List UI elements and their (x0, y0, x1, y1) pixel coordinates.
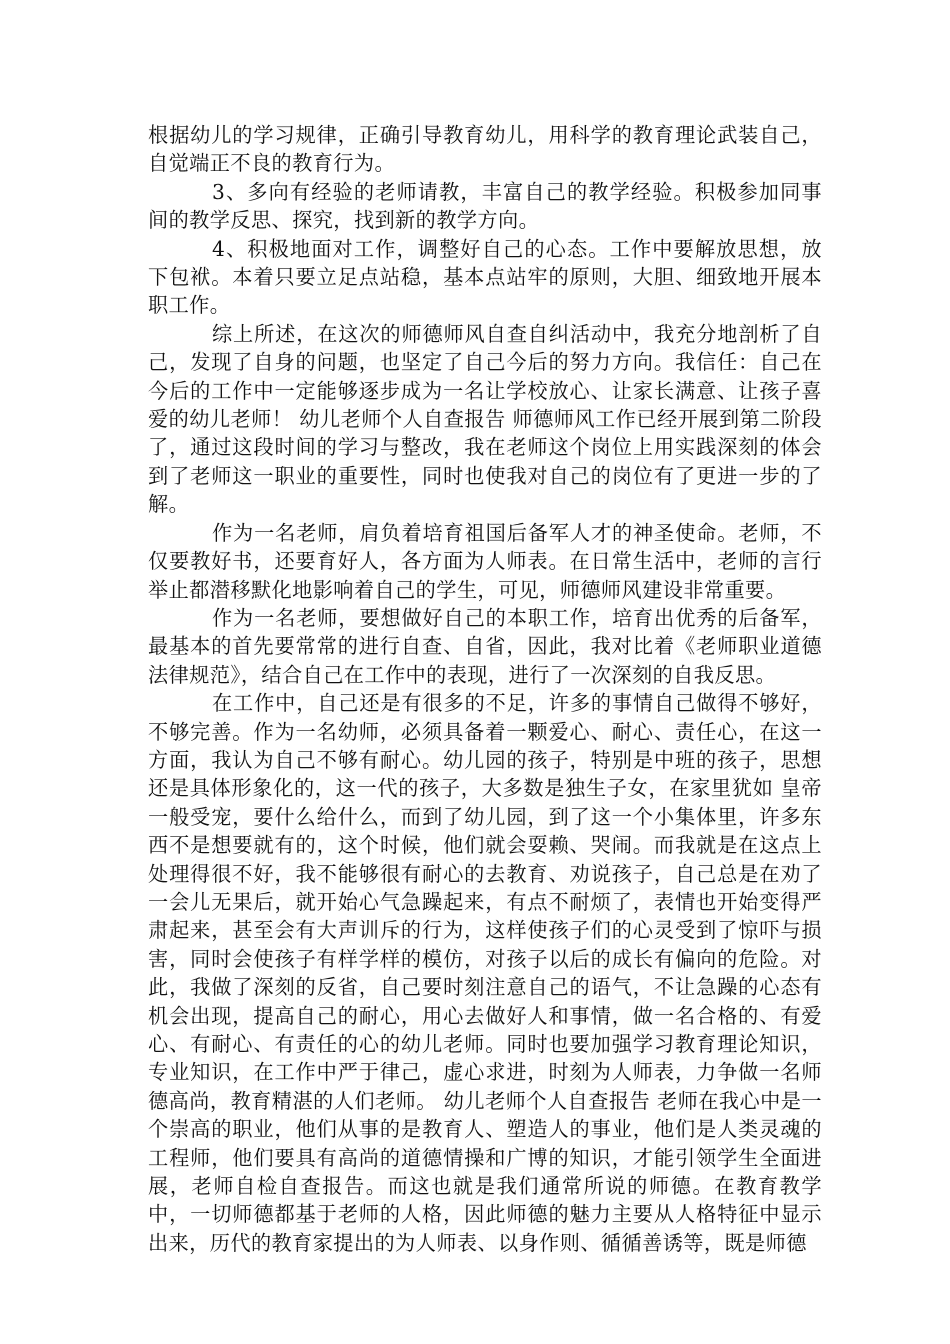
paragraph-2: 3、多向有经验的老师请教，丰富自己的教学经验。积极参加同事间的教学反思、探究，找到新的教学方向。 (148, 179, 822, 233)
paragraph-6: 作为一名老师，要想做好自己的本职工作，培育出优秀的后备军，最基本的首先要常常的进行自查、自省，因此，我对比着《老师职业道德法律规范》，结合自己在工作中的表现，进行了一次深刻的自我反思。 (148, 605, 822, 687)
paragraph-3: 4、积极地面对工作，调整好自己的心态。工作中要解放思想，放下包袱。本着只要立足点站稳，基本点站牢的原则，大胆、细致地开展本职工作。 (148, 236, 822, 318)
document-body (148, 121, 822, 1257)
paragraph-7: 在工作中，自己还是有很多的不足，许多的事情自己做得不够好，不够完善。作为一名幼师，必须具备着一颗爱心、耐心、责任心，在这一方面，我认为自己不够有耐心。幼儿园的孩子，特别是中班的孩子，思想还是具体形象化的，这一代的孩子，大多数是独生子女，在家里犹如 皇帝 一般受宠，要什么给什么，而到了幼儿园，到了这一个小集体里，许多东西不是想要就有的，这个时候，他们就会耍赖、哭闹。而我就是在这点上处理得很不好，我不能够很有耐心的去教育、劝说孩子，自己总是在劝了一会儿无果后，就开始心气急躁起来，有点不耐烦了，表情也开始变得严肃起来，甚至会有大声训斥的行为，这样使孩子们的心灵受到了惊吓与损害，同时会使孩子有样学样的模仿，对孩子以后的成长有偏向的危险。对此，我做了深刻的反省，自己要时刻注意自己的语气，不让急躁的心态有机会出现，提高自己的耐心，用心去做好人和事情，做一名合格的、有爱心、有耐心、有责任的心的幼儿老师。同时也要加强学习教育理论知识，专业知识，在工作中严于律己，虚心求进，时刻为人师表，力争做一名师德高尚，教育精湛的人们老师。 幼儿老师个人自查报告 老师在我心中是一个崇高的职业，他们从事的是教育人、塑造人的事业，他们是人类灵魂的工程师，他们要具有高尚的道德情操和广博的知识，才能引领学生全面进展，老师自检自查报告。而这也就是我们通常所说的师德。在教育教学中，一切师德都基于老师的人格，因此师德的魅力主要从人格特征中显示出来，历代的教育家提出的为人师表、以身作则、循循善诱等，既是师德 (148, 691, 822, 1255)
paragraph-1: 根据幼儿的学习规律，正确引导教育幼儿，用科学的教育理论武装自己，自觉端正不良的教育行为。 (148, 123, 822, 176)
paragraph-5: 作为一名老师，肩负着培育祖国后备军人才的神圣使命。老师，不仅要教好书，还要育好人，各方面为人师表。在日常生活中，老师的言行举止都潜移默化地影响着自己的学生，可见，师德师风建设非常重要。 (148, 520, 822, 602)
paragraph-4: 综上所述，在这次的师德师风自查自纠活动中，我充分地剖析了自己，发现了自身的问题，也坚定了自己今后的努力方向。我信任：自己在今后的工作中一定能够逐步成为一名让学校放心、让家长满意、让孩子喜爱的幼儿老师！ 幼儿老师个人自查报告 师德师风工作已经开展到第二阶段了，通过这段时间的学习与整改，我在老师这个岗位上用实践深刻的体会到了老师这一职业的重要性，同时也使我对自己的岗位有了更进一步的了解。 (148, 321, 822, 517)
